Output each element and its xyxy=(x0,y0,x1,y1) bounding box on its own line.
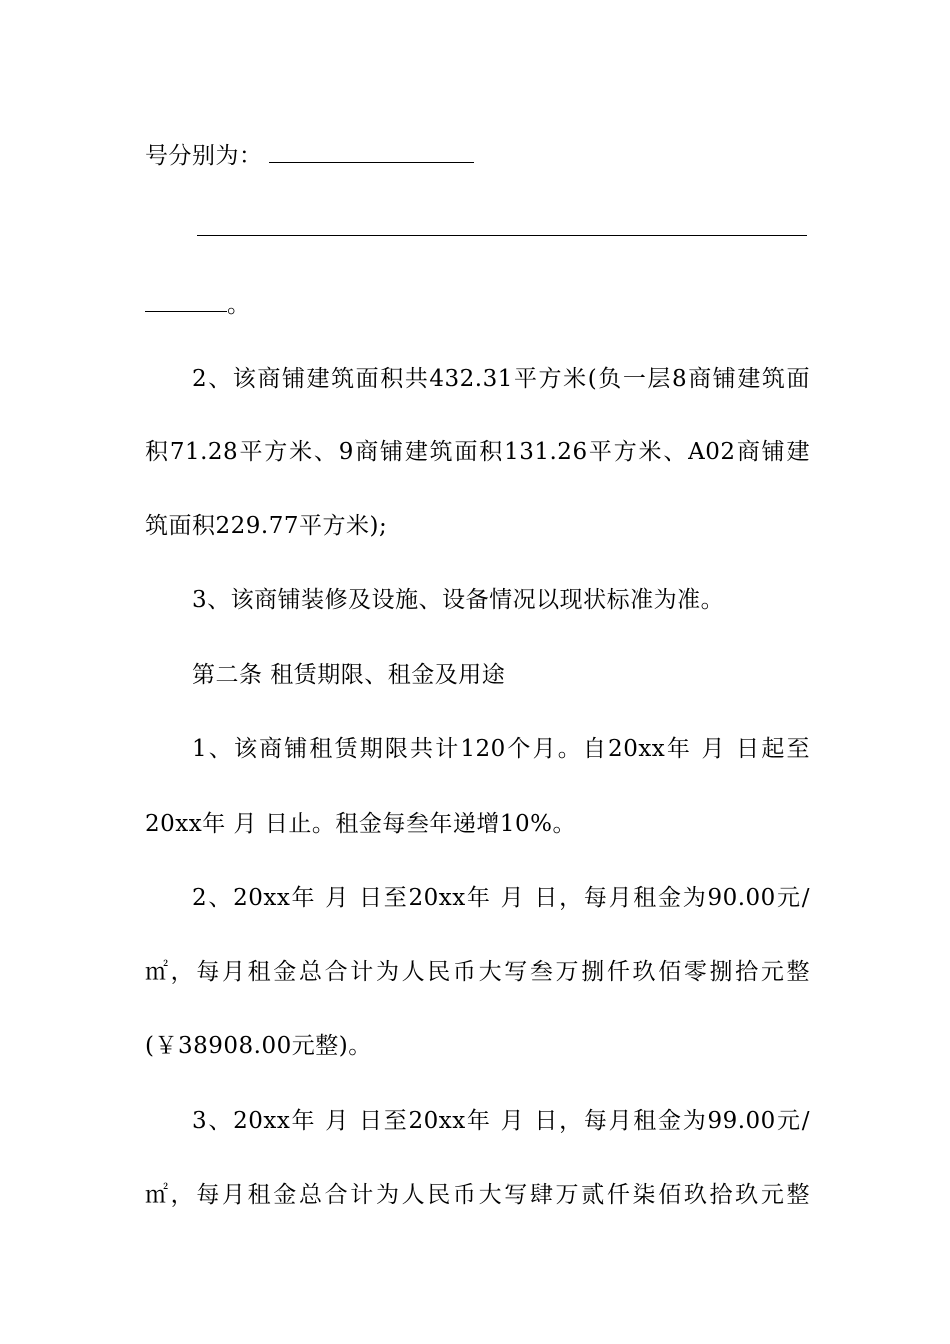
article2-item3-line1: 3、20xx年 月 日至20xx年 月 日，每月租金为99.00元/ xyxy=(192,1108,810,1134)
item2-line2: 积71.28平方米、9商铺建筑面积131.26平方米、A02商铺建 xyxy=(145,439,810,465)
property-number-label: 号分别为： xyxy=(145,143,263,169)
blank-end-line xyxy=(145,290,810,320)
article2-item2-line1: 2、20xx年 月 日至20xx年 月 日，每月租金为90.00元/ xyxy=(192,885,810,911)
fill-in-blank-short xyxy=(145,291,227,312)
article2-item1-line1: 1、该商铺租赁期限共计120个月。自20xx年 月 日起至 xyxy=(192,736,810,762)
article2-item2-line2: ㎡，每月租金总合计为人民币大写叁万捌仟玖佰零捌拾元整 xyxy=(145,959,810,985)
property-number-blank xyxy=(269,142,474,163)
item3-line: 3、该商铺装修及设施、设备情况以现状标准为准。 xyxy=(192,587,725,613)
item2-line3: 筑面积229.77平方米); xyxy=(145,513,388,539)
article2-heading: 第二条 租赁期限、租金及用途 xyxy=(192,662,506,688)
item2-line1: 2、该商铺建筑面积共432.31平方米(负一层8商铺建筑面 xyxy=(192,366,810,392)
article2-item2-line3: (￥38908.00元整)。 xyxy=(145,1033,372,1059)
property-number-line xyxy=(145,141,810,171)
sentence-end-mark: 。 xyxy=(227,292,251,318)
article2-item3-line2: ㎡，每月租金总合计为人民币大写肆万贰仟柒佰玖拾玖元整 xyxy=(145,1182,810,1208)
fill-in-blank-line xyxy=(197,235,807,236)
article2-item1-line2: 20xx年 月 日止。租金每叁年递增10%。 xyxy=(145,811,576,837)
